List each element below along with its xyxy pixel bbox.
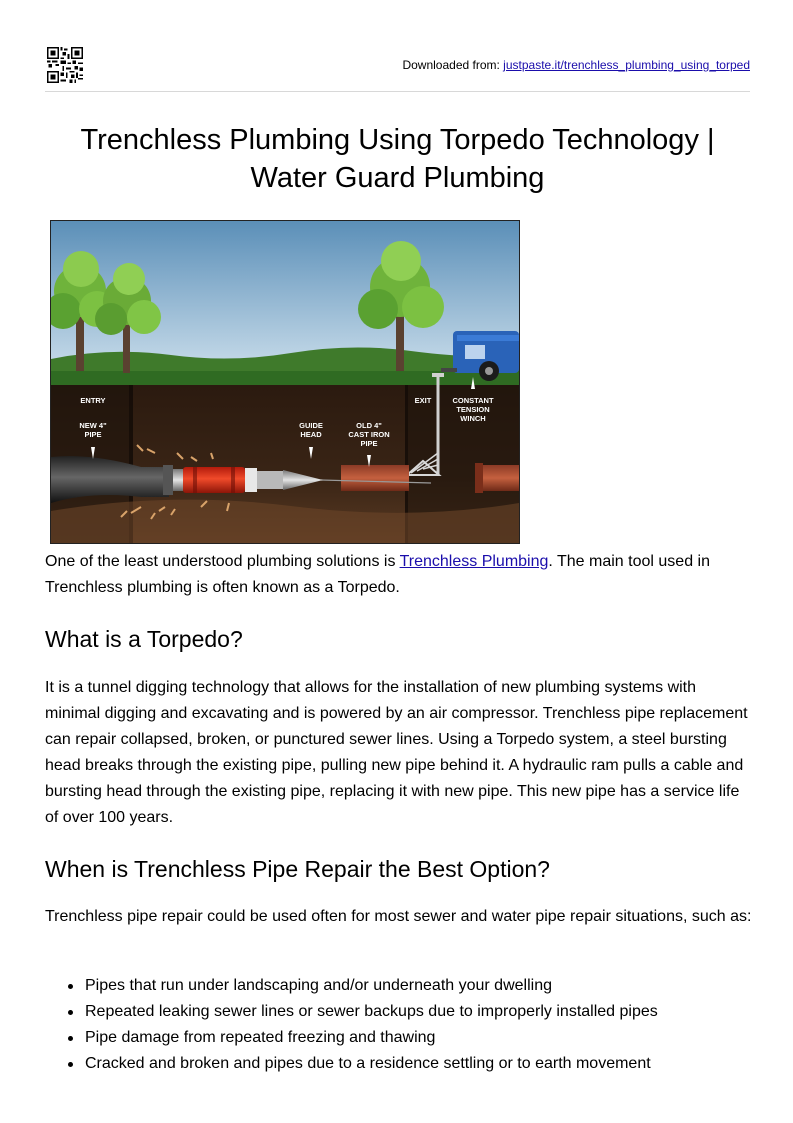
- diagram-label-old-pipe-1: OLD 4": [356, 421, 382, 430]
- intro-paragraph: [45, 549, 753, 601]
- diagram-label-new-pipe-1: NEW 4": [79, 421, 107, 430]
- situation-list: [45, 973, 753, 1077]
- list-item: Pipes that run under landscaping and/or underneath your dwelling: [85, 973, 753, 999]
- diagram-label-guide-head-1: GUIDE: [299, 421, 323, 430]
- intro-text-before: One of the least understood plumbing solutions is: [45, 553, 400, 570]
- diagram-label-old-pipe-2: CAST IRON: [348, 430, 390, 439]
- diagram-label-old-pipe-3: PIPE: [360, 439, 378, 448]
- page-title: Trenchless Plumbing Using Torpedo Technology | Water Guard Plumbing: [80, 124, 715, 194]
- section-heading-torpedo: What is a Torpedo?: [45, 626, 243, 652]
- list-item: Cracked and broken and pipes due to a residence settling or to earth movement: [85, 1051, 753, 1077]
- diagram-label-entry: ENTRY: [80, 396, 106, 405]
- diagram-label-winch-3: WINCH: [460, 414, 486, 423]
- source-line: [402, 58, 750, 72]
- list-item: Pipe damage from repeated freezing and thawing: [85, 1025, 753, 1051]
- page-header: [45, 46, 750, 92]
- torpedo-diagram-image: [50, 220, 520, 544]
- diagram-label-new-pipe-2: PIPE: [84, 430, 102, 439]
- diagram-label-winch-1: CONSTANT: [452, 396, 494, 405]
- intro-text-after: . The main tool used in Trenchless plumbing is often known as a Torpedo.: [45, 553, 710, 596]
- best-option-intro: Trenchless pipe repair could be used often for most sewer and water pipe repair situations, such as:: [45, 908, 752, 925]
- diagram-label-exit: EXIT: [414, 396, 432, 405]
- qr-code-icon: [47, 47, 83, 83]
- source-link[interactable]: justpaste.it/trenchless_plumbing_using_torped: [503, 58, 750, 72]
- section-heading-best-option: When is Trenchless Pipe Repair the Best Option?: [45, 856, 550, 882]
- diagram-label-winch-2: TENSION: [456, 405, 490, 414]
- diagram-label-guide-head-2: HEAD: [300, 430, 322, 439]
- torpedo-description: It is a tunnel digging technology that allows for the installation of new plumbing systems with minimal digging and excavating and is powered by an air compressor. Trenchless pipe replacement can repair collapsed, broken, or punctured sewer lines. Using a Torpedo system, a steel bursting head breaks through the existing pipe, pulling new pipe behind it. A hydraulic ram pulls a cable and bursting head through the existing pipe, replacing it with new pipe. This new pipe has a service life of over 100 years.: [45, 679, 748, 826]
- source-prefix: Downloaded from:: [402, 58, 504, 72]
- trenchless-plumbing-link[interactable]: Trenchless Plumbing: [399, 553, 549, 570]
- list-item: Repeated leaking sewer lines or sewer backups due to improperly installed pipes: [85, 999, 753, 1025]
